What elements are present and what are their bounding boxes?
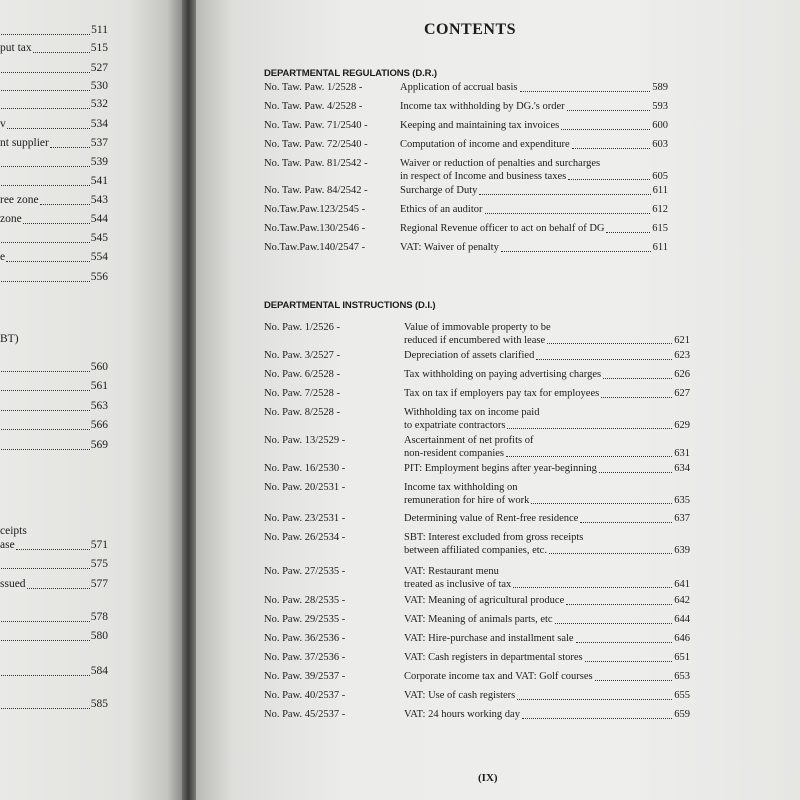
left-toc-line <box>0 331 182 347</box>
di-entry-description <box>404 388 690 401</box>
di-entry-title-line: VAT: Meaning of agricultural produce <box>404 595 565 606</box>
di-entry-code: No. Paw. 39/2537 - <box>264 671 346 682</box>
dr-entry-page-number: 611 <box>652 242 668 253</box>
page-number-footer: (IX) <box>478 772 498 784</box>
dr-entry-description <box>400 139 668 152</box>
left-toc-page-number: 527 <box>90 62 108 74</box>
di-entry-code: No. Paw. 6/2528 - <box>264 369 341 380</box>
di-entry-page-number: 621 <box>674 334 690 346</box>
left-toc-line <box>0 696 182 712</box>
di-entry-page-number: 646 <box>674 633 690 644</box>
di-entry-title-line: Value of immovable property to be <box>404 322 551 333</box>
left-toc-dot-leader <box>1 242 90 243</box>
di-entry-title-line: reduced if encumbered with lease <box>404 334 546 346</box>
left-toc-text: put tax <box>0 42 32 54</box>
left-toc-page-number: 537 <box>90 137 108 149</box>
di-entry-code: No. Paw. 37/2536 - <box>264 652 346 663</box>
di-entry-description <box>404 566 690 591</box>
dr-entry-title-line: in respect of Income and business taxes <box>400 170 567 182</box>
left-toc-page-number: 541 <box>90 175 108 187</box>
left-toc-page-number: 578 <box>90 611 108 623</box>
di-entry-page-number: 626 <box>674 369 690 380</box>
left-toc-dot-leader <box>33 52 90 53</box>
left-toc-line <box>0 398 182 414</box>
di-entry-description <box>404 482 690 507</box>
left-toc-line <box>0 22 182 38</box>
di-entry-description <box>404 532 690 557</box>
dr-entry-page-number: 593 <box>652 101 668 112</box>
di-entry-code: No. Paw. 1/2526 - <box>264 322 341 333</box>
left-toc-dot-leader <box>1 371 90 372</box>
di-entry-code: No. Paw. 28/2535 - <box>264 595 346 606</box>
di-entry-dot-leader <box>522 718 672 719</box>
left-toc-page-number: 584 <box>90 665 108 677</box>
left-toc-text: ree zone <box>0 194 39 206</box>
di-entry-dot-leader <box>531 503 672 504</box>
left-toc-page-number: 585 <box>90 698 108 710</box>
left-toc-page-number: 556 <box>90 271 108 283</box>
di-entry-code: No. Paw. 40/2537 - <box>264 690 346 701</box>
di-entry-description <box>404 350 690 363</box>
left-toc-dot-leader <box>1 185 90 186</box>
left-toc-page-number: 554 <box>90 251 108 263</box>
di-entry-code: No. Paw. 23/2531 - <box>264 513 346 524</box>
left-toc-page-number: 580 <box>90 630 108 642</box>
dr-entry-code: No. Taw. Paw. 4/2528 - <box>264 101 363 112</box>
dr-entry-description <box>400 223 668 236</box>
dr-entry-page-number: 589 <box>652 82 668 93</box>
left-toc-dot-leader <box>7 128 90 129</box>
di-entry-page-number: 639 <box>674 544 690 556</box>
di-entry-title-line: Income tax withholding on <box>404 482 518 493</box>
di-entry-dot-leader <box>555 623 672 624</box>
left-toc-text: ceipts <box>0 525 27 537</box>
di-entry-title-line: VAT: Hire-purchase and installment sale <box>404 633 574 644</box>
left-toc-dot-leader <box>1 449 90 450</box>
left-toc-line <box>0 609 182 625</box>
left-toc-page-number: 532 <box>90 98 108 110</box>
di-entry-title-line: Determining value of Rent-free residence <box>404 513 579 524</box>
dr-entry-title-line: Ethics of an auditor <box>400 204 483 215</box>
left-toc-text: v <box>0 118 6 130</box>
left-toc-text: zone <box>0 213 22 225</box>
di-entry-page-number: 655 <box>674 690 690 701</box>
left-toc-line <box>0 249 182 265</box>
di-entry-title-line: treated as inclusive of tax <box>404 578 512 590</box>
dr-entry-code: No.Taw.Paw.123/2545 - <box>264 204 366 215</box>
di-entry-description <box>404 322 690 347</box>
left-toc-dot-leader <box>27 588 90 589</box>
dr-entry-description <box>400 101 668 114</box>
di-entry-description <box>404 513 690 526</box>
dr-entry-dot-leader <box>567 110 650 111</box>
left-toc-text: nt supplier <box>0 137 49 149</box>
di-entry-dot-leader <box>536 359 672 360</box>
di-entry-page-number: 641 <box>674 578 690 590</box>
dr-entry-title-line: Keeping and maintaining tax invoices <box>400 120 560 131</box>
left-toc-line <box>0 154 182 170</box>
dr-entry-title-line: Waiver or reduction of penalties and surcharges <box>400 158 601 169</box>
di-entry-title-line: Tax withholding on paying advertising charges <box>404 369 602 380</box>
dr-entry-page-number: 600 <box>652 120 668 131</box>
left-toc-dot-leader <box>16 549 90 550</box>
left-toc-dot-leader <box>1 108 90 109</box>
left-toc-dot-leader <box>6 261 90 262</box>
left-toc-page-number: 577 <box>90 578 108 590</box>
dr-entry-title-line: Income tax withholding by DG.'s order <box>400 101 565 112</box>
di-entry-dot-leader <box>506 456 672 457</box>
di-entry-page-number: 651 <box>674 652 690 663</box>
left-toc-line <box>0 211 182 227</box>
di-entry-title-line: SBT: Interest excluded from gross receipts <box>404 532 584 543</box>
dr-entry-dot-leader <box>520 91 650 92</box>
left-toc-page-number: 545 <box>90 232 108 244</box>
dr-entry-code: No.Taw.Paw.130/2546 - <box>264 223 366 234</box>
di-entry-title-line: VAT: Restaurant menu <box>404 566 499 577</box>
di-entry-page-number: 623 <box>674 350 690 361</box>
di-entry-dot-leader <box>603 378 672 379</box>
left-toc-text: BT) <box>0 333 19 345</box>
left-toc-dot-leader <box>1 640 90 641</box>
dr-entry-description <box>400 242 668 255</box>
di-entry-dot-leader <box>513 587 672 588</box>
di-entry-description <box>404 614 690 627</box>
di-entry-dot-leader <box>580 522 672 523</box>
di-entry-title-line: between affiliated companies, etc. <box>404 544 547 556</box>
left-page <box>0 0 182 800</box>
di-entry-title-line: VAT: Use of cash registers <box>404 690 516 701</box>
di-entry-page-number: 642 <box>674 595 690 606</box>
di-entry-code: No. Paw. 26/2534 - <box>264 532 346 543</box>
dr-entry-page-number: 615 <box>652 223 668 234</box>
left-toc-page-number: 539 <box>90 156 108 168</box>
left-toc-page-number: 560 <box>90 361 108 373</box>
left-toc-dot-leader <box>40 204 90 205</box>
di-entry-title-line: non-resident companies <box>404 447 505 459</box>
dr-entry-code: No. Taw. Paw. 81/2542 - <box>264 158 368 169</box>
left-toc-text: ase <box>0 539 15 551</box>
left-toc-dot-leader <box>1 410 90 411</box>
di-entry-code: No. Paw. 16/2530 - <box>264 463 346 474</box>
left-toc-line <box>0 437 182 453</box>
di-entry-title-line: VAT: 24 hours working day <box>404 709 520 720</box>
di-entry-description <box>404 652 690 665</box>
left-toc-line <box>0 60 182 76</box>
dr-entry-code: No. Taw. Paw. 72/2540 - <box>264 139 368 150</box>
di-entry-description <box>404 435 690 460</box>
di-entry-code: No. Paw. 8/2528 - <box>264 407 341 418</box>
di-entry-page-number: 627 <box>674 388 690 399</box>
dr-entry-page-number: 605 <box>652 170 668 182</box>
di-entry-description <box>404 709 690 722</box>
di-entry-page-number: 644 <box>674 614 690 625</box>
left-toc-text: e <box>0 251 6 263</box>
di-entry-title-line: Ascertainment of net profits of <box>404 435 534 446</box>
left-toc-line <box>0 230 182 246</box>
di-entry-dot-leader <box>507 428 672 429</box>
di-entry-description <box>404 671 690 684</box>
di-entry-page-number: 637 <box>674 513 690 524</box>
dr-entry-description <box>400 185 668 198</box>
di-entry-code: No. Paw. 7/2528 - <box>264 388 341 399</box>
left-toc-dot-leader <box>1 72 90 73</box>
di-entry-description <box>404 690 690 703</box>
left-toc-page-number: 543 <box>90 194 108 206</box>
left-toc-line <box>0 628 182 644</box>
left-toc-line <box>0 116 182 132</box>
left-toc-dot-leader <box>1 390 90 391</box>
left-toc-dot-leader <box>50 147 90 148</box>
di-entry-dot-leader <box>585 661 672 662</box>
left-toc-dot-leader <box>1 708 90 709</box>
dr-entry-dot-leader <box>485 213 650 214</box>
left-toc-line <box>0 173 182 189</box>
right-page <box>196 0 800 800</box>
left-toc-page-number: 515 <box>90 42 108 54</box>
dr-entry-description <box>400 158 668 183</box>
left-toc-dot-leader <box>1 34 90 35</box>
di-entry-code: No. Paw. 45/2537 - <box>264 709 346 720</box>
di-entry-code: No. Paw. 3/2527 - <box>264 350 341 361</box>
left-toc-line <box>0 663 182 679</box>
di-entry-title-line: VAT: Cash registers in departmental stores <box>404 652 583 663</box>
dr-entry-dot-leader <box>572 148 650 149</box>
di-entry-dot-leader <box>601 397 672 398</box>
left-toc-page-number: 566 <box>90 419 108 431</box>
left-toc-line <box>0 576 182 592</box>
dr-entry-title-line: Surcharge of Duty <box>400 185 478 196</box>
left-toc-page-number: 544 <box>90 213 108 225</box>
dr-entry-code: No. Taw. Paw. 1/2528 - <box>264 82 363 93</box>
di-entry-title-line: Corporate income tax and VAT: Golf courses <box>404 671 593 682</box>
dr-entry-dot-leader <box>561 129 650 130</box>
di-entry-page-number: 631 <box>674 447 690 459</box>
left-toc-page-number: 569 <box>90 439 108 451</box>
left-toc-dot-leader <box>1 281 90 282</box>
di-entry-page-number: 634 <box>674 463 690 474</box>
left-toc-line <box>0 378 182 394</box>
di-entry-title-line: Withholding tax on income paid <box>404 407 540 418</box>
page-title: CONTENTS <box>424 21 517 38</box>
left-toc-line <box>0 537 182 553</box>
left-toc-page-number: 511 <box>91 24 108 36</box>
left-toc-line <box>0 40 182 56</box>
left-toc-text: ssued <box>0 578 26 590</box>
left-toc-line <box>0 96 182 112</box>
di-entry-description <box>404 633 690 646</box>
dr-entry-description <box>400 204 668 217</box>
di-entry-page-number: 629 <box>674 419 690 431</box>
left-toc-dot-leader <box>1 166 90 167</box>
di-entry-page-number: 635 <box>674 494 690 506</box>
dr-entry-description <box>400 82 668 95</box>
di-entry-code: No. Paw. 27/2535 - <box>264 566 346 577</box>
left-toc-line <box>0 192 182 208</box>
left-toc-line <box>0 269 182 285</box>
dr-entry-code: No. Taw. Paw. 71/2540 - <box>264 120 368 131</box>
di-section-heading: DEPARTMENTAL INSTRUCTIONS (D.I.) <box>264 300 436 311</box>
di-entry-dot-leader <box>566 604 672 605</box>
di-entry-title-line: to expatriate contractors <box>404 419 506 431</box>
dr-entry-dot-leader <box>501 251 651 252</box>
di-entry-dot-leader <box>517 699 672 700</box>
left-toc-dot-leader <box>1 568 90 569</box>
di-entry-code: No. Paw. 13/2529 - <box>264 435 346 446</box>
left-toc-page-number: 530 <box>90 80 108 92</box>
di-entry-dot-leader <box>547 343 672 344</box>
dr-entry-title-line: Regional Revenue officer to act on behalf of DG <box>400 223 605 234</box>
left-toc-line <box>0 359 182 375</box>
di-entry-title-line: PIT: Employment begins after year-beginning <box>404 463 597 474</box>
dr-entry-title-line: Computation of income and expenditure <box>400 139 570 150</box>
left-toc-page-number: 563 <box>90 400 108 412</box>
left-toc-line <box>0 556 182 572</box>
left-toc-dot-leader <box>1 90 90 91</box>
dr-entry-dot-leader <box>606 232 650 233</box>
left-toc-dot-leader <box>1 429 90 430</box>
di-entry-description <box>404 595 690 608</box>
di-entry-dot-leader <box>576 642 672 643</box>
di-entry-title-line: VAT: Meaning of animals parts, etc <box>404 614 553 625</box>
left-toc-line <box>0 78 182 94</box>
di-entry-code: No. Paw. 20/2531 - <box>264 482 346 493</box>
dr-entry-code: No. Taw. Paw. 84/2542 - <box>264 185 368 196</box>
dr-entry-page-number: 603 <box>652 139 668 150</box>
dr-entry-code: No.Taw.Paw.140/2547 - <box>264 242 366 253</box>
di-entry-description <box>404 407 690 432</box>
di-entry-code: No. Paw. 36/2536 - <box>264 633 346 644</box>
left-toc-dot-leader <box>23 223 90 224</box>
di-entry-dot-leader <box>599 472 672 473</box>
di-entry-title-line: Depreciation of assets clarified <box>404 350 535 361</box>
left-toc-page-number: 575 <box>90 558 108 570</box>
dr-entry-page-number: 612 <box>652 204 668 215</box>
dr-entry-dot-leader <box>479 194 651 195</box>
dr-entry-title-line: VAT: Waiver of penalty <box>400 242 499 253</box>
di-entry-description <box>404 369 690 382</box>
di-entry-dot-leader <box>595 680 672 681</box>
left-toc-page-number: 534 <box>90 118 108 130</box>
left-toc-line <box>0 135 182 151</box>
dr-section-heading: DEPARTMENTAL REGULATIONS (D.R.) <box>264 68 437 79</box>
di-entry-title-line: remuneration for hire of work <box>404 494 530 506</box>
book-gutter <box>182 0 196 800</box>
di-entry-page-number: 659 <box>674 709 690 720</box>
di-entry-description <box>404 463 690 476</box>
dr-entry-dot-leader <box>568 179 650 180</box>
di-entry-dot-leader <box>549 553 672 554</box>
left-toc-dot-leader <box>1 621 90 622</box>
di-entry-title-line: Tax on tax if employers pay tax for employees <box>404 388 600 399</box>
left-toc-dot-leader <box>1 675 90 676</box>
dr-entry-title-line: Application of accrual basis <box>400 82 518 93</box>
di-entry-page-number: 653 <box>674 671 690 682</box>
dr-entry-description <box>400 120 668 133</box>
left-toc-page-number: 561 <box>90 380 108 392</box>
di-entry-code: No. Paw. 29/2535 - <box>264 614 346 625</box>
left-toc-line <box>0 417 182 433</box>
left-toc-page-number: 571 <box>90 539 108 551</box>
dr-entry-page-number: 611 <box>652 185 668 196</box>
